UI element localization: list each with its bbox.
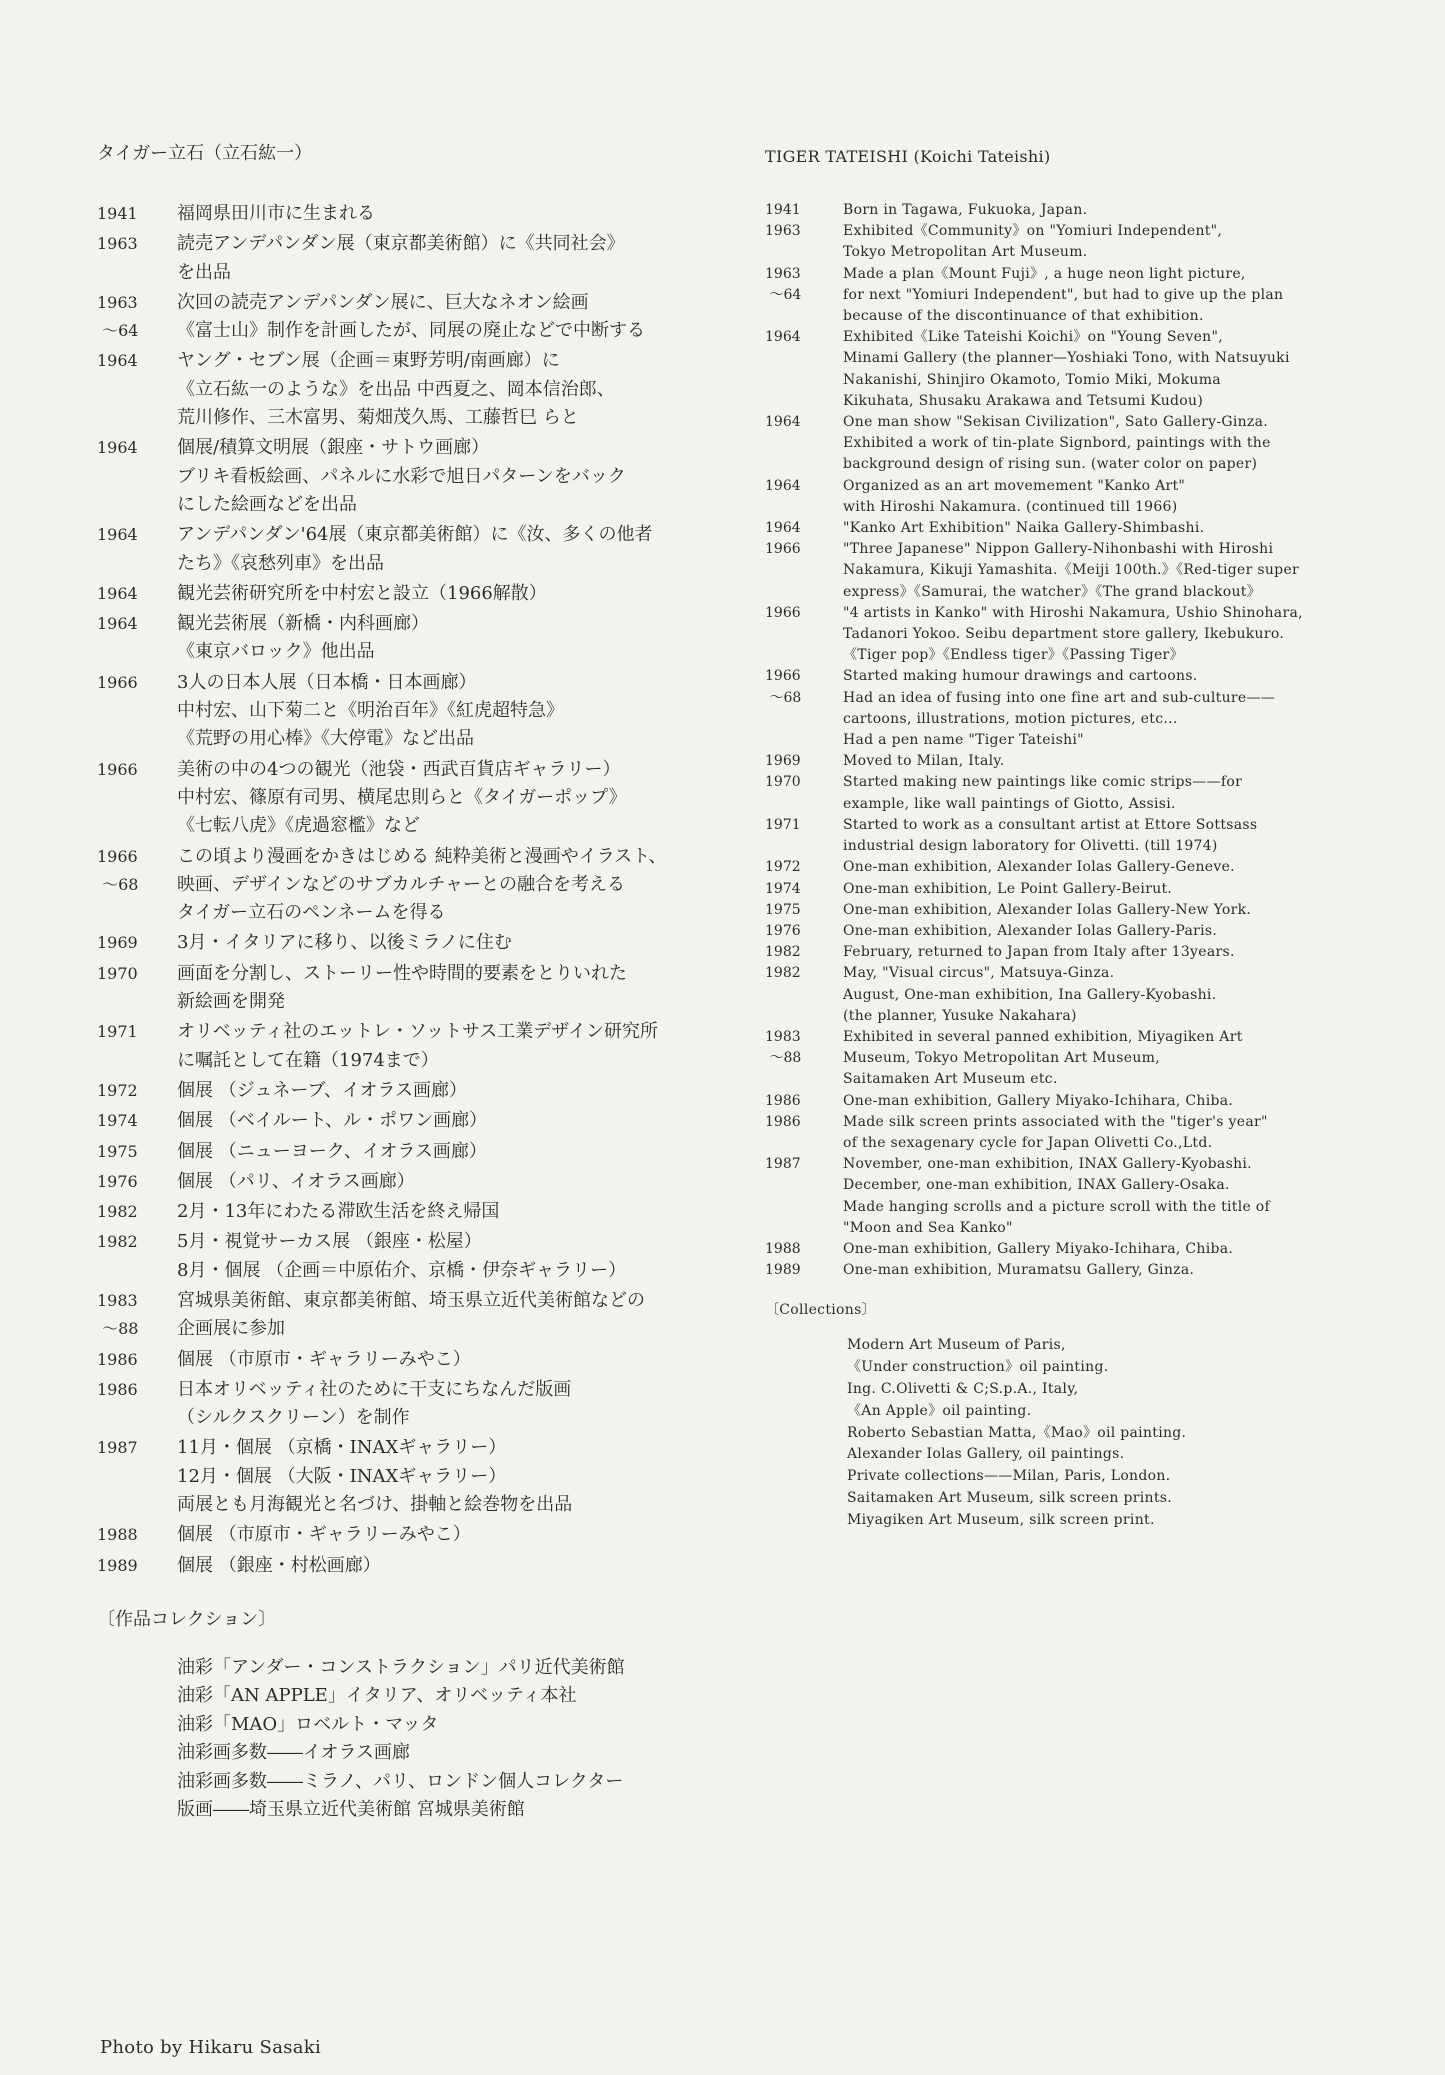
entry-line: 画面を分割し、ストーリー性や時間的要素をとりいれた (177, 962, 627, 984)
entry-year: 1971 (765, 816, 801, 833)
entry-text (177, 521, 653, 578)
entry-text (177, 1228, 626, 1285)
entry-text (177, 960, 627, 1017)
entry-line: Kikuhata, Shusaku Arakawa and Tetsumi Kudou) (843, 392, 1204, 409)
entry-line: 個展/積算文明展（銀座・サトウ画廊） (177, 437, 490, 459)
entry-text (843, 1027, 1243, 1091)
entry-year: 1966 (97, 759, 138, 779)
entry-text (177, 1138, 487, 1166)
entry-line: "Moon and Sea Kanko" (843, 1219, 1013, 1236)
entry-line: background design of rising sun. (water color on paper) (843, 456, 1258, 473)
entry-line: 企画展に参加 (177, 1318, 285, 1340)
timeline-entry (765, 412, 1395, 476)
entry-year: 1964 (97, 583, 138, 603)
entry-year: 1964 (97, 614, 138, 634)
entry-line: Organized as an art movemement "Kanko Art" (843, 477, 1186, 494)
entry-text (843, 1260, 1194, 1281)
entry-line: 個展 （ニューヨーク、イオラス画廊） (177, 1140, 487, 1162)
timeline-entry (765, 518, 1395, 539)
entry-line: Nakamura, Kikuji Yamashita.《Meiji 100th.》《Red-tiger super (843, 562, 1300, 579)
entry-line: にした絵画などを出品 (177, 493, 357, 515)
timeline-entry (97, 1552, 717, 1580)
entry-year: 1975 (765, 901, 801, 918)
entry-line: August, One-man exhibition, Ina Gallery-Kyobashi. (843, 986, 1217, 1003)
timeline-entry (765, 666, 1395, 751)
entry-line: アンデパンダン'64展（東京都美術館）に《汝、多くの他者 (177, 524, 653, 546)
entry-text (177, 1346, 471, 1374)
entry-line: を出品 (177, 261, 231, 283)
entry-line: 5月・視覚サーカス展 （銀座・松屋） (177, 1231, 482, 1253)
timeline-entry (97, 1018, 717, 1075)
entry-year: 1964 (97, 351, 138, 371)
entry-line: One-man exhibition, Gallery Miyako-Ichihara, Chiba. (843, 1240, 1234, 1257)
entry-line: One-man exhibition, Gallery Miyako-Ichihara, Chiba. (843, 1092, 1234, 1109)
entry-line: May, "Visual circus", Matsuya-Ginza. (843, 965, 1115, 982)
entry-year: 1963 (97, 234, 138, 254)
entry-text (843, 879, 1172, 900)
entry-line: "Three Japanese" Nippon Gallery-Nihonbashi with Hiroshi (843, 541, 1274, 558)
entry-line: Tadanori Yokoo. Seibu department store gallery, Ikebukuro. (843, 626, 1285, 643)
entry-line: 福岡県田川市に生まれる (177, 203, 375, 224)
entry-text (177, 1018, 658, 1075)
entry-line: 個展 （市原市・ギャラリーみやこ） (177, 1524, 471, 1546)
entry-year: 1964 (97, 438, 138, 458)
timeline-entry (765, 603, 1395, 667)
entry-text (843, 264, 1283, 328)
entry-line: One man show "Sekisan Civilization", Sato Gallery-Ginza. (843, 414, 1268, 431)
timeline-entry (765, 1091, 1395, 1112)
entry-text (177, 1552, 381, 1580)
entry-year: 1974 (765, 880, 801, 897)
timeline-entry (97, 843, 717, 928)
jp-timeline (97, 200, 717, 1580)
entry-text (843, 327, 1290, 412)
entry-year: 1983 ～88 (765, 1028, 802, 1067)
entry-year: 1988 (97, 1525, 138, 1545)
entry-line: Born in Tagawa, Fukuoka, Japan. (843, 202, 1088, 218)
entry-line: たち》《哀愁列車》を出品 (177, 552, 384, 574)
entry-line: of the sexagenary cycle for Japan Olivetti Co.,Ltd. (843, 1134, 1213, 1151)
entry-line: 観光芸術展（新橋・内科画廊） (177, 613, 429, 635)
collection-item: 版画――埼玉県立近代美術館 宮城県美術館 (177, 1799, 525, 1821)
entry-line: Made silk screen prints associated with the "tiger's year" (843, 1113, 1268, 1130)
collection-item: Miyagiken Art Museum, silk screen print. (847, 1511, 1155, 1528)
en-collections-title: 〔Collections〕 (765, 1302, 876, 1319)
entry-year: 1987 (765, 1156, 801, 1173)
photo-credit: Photo by Hikaru Sasaki (100, 2037, 322, 2058)
entry-year: 1974 (97, 1111, 138, 1131)
timeline-entry (97, 1346, 717, 1374)
entry-line: 《立石紘一のような》を出品 中西夏之、岡本信治郎、 (177, 378, 615, 400)
jp-collections-title: 〔作品コレクション〕 (97, 1608, 277, 1630)
entry-text (843, 476, 1185, 518)
timeline-entry (765, 900, 1395, 921)
entry-line: 12月・個展 （大阪・INAXギャラリー） (177, 1465, 507, 1487)
entry-year: 1982 (765, 965, 801, 982)
entry-text (177, 1521, 471, 1549)
timeline-entry (97, 230, 717, 287)
entry-line: 《富士山》制作を計画したが、同展の廃止などで中断する (177, 320, 645, 342)
entry-text (843, 221, 1222, 263)
entry-text (843, 815, 1257, 857)
entry-year: 1969 (97, 933, 138, 953)
timeline-entry (765, 539, 1395, 603)
entry-text (177, 1376, 571, 1433)
entry-line: 《七転八虎》《虎過窓檻》など (177, 815, 420, 837)
entry-line: One-man exhibition, Alexander Iolas Gallery-Paris. (843, 922, 1218, 939)
timeline-entry (765, 476, 1395, 518)
entry-year: 1982 (765, 944, 801, 961)
entry-text (843, 772, 1242, 814)
entry-year: 1986 (765, 1113, 801, 1130)
entry-line: ブリキ看板絵画、パネルに水彩で旭日パターンをバック (177, 465, 626, 487)
entry-line: One-man exhibition, Le Point Gallery-Beirut. (843, 880, 1173, 897)
entry-year: 1964 (765, 477, 801, 494)
entry-text (843, 1239, 1233, 1260)
entry-text (177, 669, 564, 754)
entry-line: 日本オリベッティ社のために干支にちなんだ版画 (177, 1378, 572, 1400)
entry-line: 11月・個展 （京橋・INAXギャラリー） (177, 1437, 507, 1459)
entry-line: Started making new paintings like comic strips——for (843, 774, 1243, 791)
timeline-entry (765, 264, 1395, 328)
timeline-entry (97, 756, 717, 841)
collection-item: 油彩「アンダー・コンストラクション」パリ近代美術館 (177, 1656, 625, 1678)
entry-line: because of the discontinuance of that exhibition. (843, 308, 1204, 325)
entry-text (177, 347, 615, 432)
entry-line: example, like wall paintings of Giotto, Assisi. (843, 795, 1176, 812)
timeline-entry (765, 921, 1395, 942)
entry-year: 1975 (97, 1141, 138, 1161)
entry-line: One-man exhibition, Alexander Iolas Gallery-New York. (843, 901, 1252, 918)
entry-text (843, 900, 1251, 921)
timeline-entry (97, 1287, 717, 1344)
entry-text (843, 1154, 1270, 1239)
entry-text (843, 751, 1005, 772)
collection-item: 油彩「AN APPLE」イタリア、オリベッティ本社 (177, 1685, 577, 1707)
entry-line: に嘱託として在籍（1974まで） (177, 1049, 439, 1071)
entry-line: Moved to Milan, Italy. (843, 753, 1005, 770)
entry-year: 1989 (97, 1555, 138, 1575)
entry-text (843, 857, 1235, 878)
entry-text (843, 518, 1204, 539)
entry-text (177, 1077, 467, 1105)
entry-line: Made hanging scrolls and a picture scroll with the title of (843, 1198, 1271, 1215)
entry-line: industrial design laboratory for Olivetti. (till 1974) (843, 838, 1218, 855)
timeline-entry (765, 1027, 1395, 1091)
timeline-entry (765, 857, 1395, 878)
entry-year: 1963 ～64 (97, 292, 139, 341)
timeline-entry (765, 963, 1395, 1027)
entry-line: "4 artists in Kanko" with Hiroshi Nakamura, Ushio Shinohara, (843, 604, 1303, 621)
entry-text (843, 539, 1299, 603)
japanese-biography (97, 142, 717, 1825)
timeline-entry (97, 347, 717, 432)
en-timeline (765, 200, 1395, 1281)
entry-text (843, 921, 1217, 942)
entry-line: Saitamaken Art Museum etc. (843, 1071, 1058, 1088)
entry-line: ヤング・セブン展（企画＝東野芳明/南画廊）に (177, 350, 560, 372)
entry-line: 中村宏、篠原有司男、横尾忠則らと《タイガーポップ》 (177, 786, 627, 808)
timeline-entry (97, 1521, 717, 1549)
entry-year: 1972 (765, 859, 801, 876)
timeline-entry (765, 751, 1395, 772)
collection-item: Alexander Iolas Gallery, oil paintings. (847, 1446, 1125, 1463)
timeline-entry (97, 521, 717, 578)
entry-year: 1982 (97, 1202, 138, 1222)
collection-item: 油彩「MAO」ロベルト・マッタ (177, 1713, 439, 1735)
entry-line: Started making humour drawings and cartoons. (843, 668, 1198, 685)
entry-line: 個展 （パリ、イオラス画廊） (177, 1170, 415, 1192)
timeline-entry (97, 1376, 717, 1433)
timeline-entry (97, 1077, 717, 1105)
timeline-entry (765, 1260, 1395, 1281)
entry-line: "Kanko Art Exhibition" Naika Gallery-Shimbashi. (843, 520, 1205, 537)
entry-line: 8月・個展 （企画＝中原佑介、京橋・伊奈ギャラリー） (177, 1259, 627, 1281)
entry-text (177, 1434, 572, 1519)
entry-line: 《東京バロック》他出品 (177, 641, 375, 663)
entry-year: 1987 (97, 1438, 138, 1458)
entry-year: 1976 (97, 1171, 138, 1191)
entry-text (177, 1198, 499, 1226)
entry-line: 個展 （市原市・ギャラリーみやこ） (177, 1348, 471, 1370)
timeline-entry (97, 610, 717, 667)
entry-year: 1972 (97, 1080, 138, 1100)
entry-line: Minami Gallery (the planner—Yoshiaki Tono, with Natsuyuki (843, 350, 1290, 367)
collection-item: Private collections——Milan, Paris, London. (847, 1468, 1171, 1485)
timeline-entry (97, 1198, 717, 1226)
entry-text (843, 1112, 1268, 1154)
entry-line: Had an idea of fusing into one fine art and sub-culture—— (843, 689, 1276, 706)
entry-year: 1986 (97, 1379, 138, 1399)
timeline-entry (765, 942, 1395, 963)
entry-text (843, 666, 1275, 751)
en-collections-list (765, 1335, 1395, 1531)
entry-year: 1964 (765, 414, 801, 431)
entry-text (177, 1168, 415, 1196)
entry-year: 1986 (97, 1349, 138, 1369)
entry-line: 中村宏、山下菊二と《明治百年》《紅虎超特急》 (177, 700, 564, 722)
entry-line: 個展 （銀座・村松画廊） (177, 1554, 381, 1576)
entry-year: 1970 (765, 774, 801, 791)
timeline-entry (765, 327, 1395, 412)
timeline-entry (97, 960, 717, 1017)
entry-line: オリベッティ社のエットレ・ソットサス工業デザイン研究所 (177, 1021, 658, 1043)
entry-year: 1976 (765, 922, 801, 939)
timeline-entry (765, 1154, 1395, 1239)
entry-line: Tokyo Metropolitan Art Museum. (843, 244, 1088, 261)
collection-item: Modern Art Museum of Paris, (847, 1337, 1066, 1354)
collection-item: Roberto Sebastian Matta,《Mao》oil painting. (847, 1424, 1187, 1441)
entry-line: 新絵画を開発 (177, 991, 285, 1013)
entry-line: November, one-man exhibition, INAX Gallery-Kyobashi. (843, 1156, 1252, 1173)
en-title: TIGER TATEISHI (Koichi Tateishi) (765, 147, 1051, 166)
entry-year: 1941 (97, 204, 138, 223)
entry-text (843, 963, 1216, 1027)
entry-line: この頃より漫画をかきはじめる 純粋美術と漫画やイラスト、 (177, 845, 667, 867)
entry-year: 1964 (97, 525, 138, 545)
timeline-entry (765, 221, 1395, 263)
timeline-entry (97, 1228, 717, 1285)
jp-collections-list (97, 1654, 717, 1825)
timeline-entry (97, 434, 717, 519)
entry-year: 1964 (765, 329, 801, 346)
entry-line: Exhibited《Like Tateishi Koichi》on "Young Seven", (843, 329, 1223, 346)
entry-line: December, one-man exhibition, INAX Gallery-Osaka. (843, 1177, 1230, 1194)
entry-line: （シルクスクリーン）を制作 (177, 1407, 410, 1429)
entry-line: 両展とも月海観光と名づけ、掛軸と絵巻物を出品 (177, 1494, 573, 1516)
entry-line: Museum, Tokyo Metropolitan Art Museum, (843, 1050, 1160, 1067)
entry-text (843, 412, 1271, 476)
entry-line: 読売アンデパンダン展（東京都美術館）に《共同社会》 (177, 233, 625, 255)
entry-year: 1969 (765, 753, 801, 770)
collection-item: 油彩画多数――ミラノ、パリ、ロンドン個人コレクター (177, 1770, 624, 1792)
entry-line: cartoons, illustrations, motion pictures, etc... (843, 710, 1178, 727)
timeline-entry (765, 1239, 1395, 1260)
entry-line: (the planner, Yusuke Nakahara) (843, 1007, 1077, 1024)
entry-line: Started to work as a consultant artist at Ettore Sottsass (843, 816, 1258, 833)
timeline-entry (97, 200, 717, 228)
entry-line: Exhibited a work of tin-plate Signbord, paintings with the (843, 435, 1271, 452)
entry-line: express》《Samurai, the watcher》《The grand blackout》 (843, 583, 1262, 600)
entry-line: Nakanishi, Shinjiro Okamoto, Tomio Miki, Mokuma (843, 371, 1221, 388)
jp-title: タイガー立石（立石紘一） (97, 143, 313, 164)
entry-text (843, 942, 1235, 963)
entry-line: 観光芸術研究所を中村宏と設立（1966解散） (177, 582, 547, 604)
timeline-entry (97, 1434, 717, 1519)
entry-text (843, 200, 1087, 221)
entry-line: Made a plan《Mount Fuji》, a huge neon light picture, (843, 265, 1246, 282)
entry-text (177, 434, 626, 519)
entry-line: 宮城県美術館、東京都美術館、埼玉県立近代美術館などの (177, 1289, 645, 1311)
entry-text (177, 289, 645, 346)
timeline-entry (97, 289, 717, 346)
entry-line: February, returned to Japan from Italy after 13years. (843, 944, 1235, 961)
entry-year: 1966 (765, 541, 801, 558)
timeline-entry (765, 200, 1395, 221)
entry-text (843, 603, 1303, 667)
entry-text (843, 1091, 1233, 1112)
entry-line: タイガー立石のペンネームを得る (177, 902, 446, 924)
entry-line: One-man exhibition, Alexander Iolas Gallery-Geneve. (843, 859, 1235, 876)
entry-year: 1966 ～68 (97, 846, 139, 894)
collection-item: 《Under construction》oil painting. (847, 1359, 1109, 1376)
entry-year: 1966 ～68 (765, 668, 802, 706)
timeline-entry (765, 815, 1395, 857)
entry-text (177, 230, 625, 287)
entry-year: 1966 (765, 604, 801, 621)
timeline-entry (765, 772, 1395, 814)
entry-line: 《Tiger pop》《Endless tiger》《Passing Tiger》 (843, 647, 1184, 664)
entry-text (177, 200, 375, 228)
entry-year: 1963 (765, 223, 801, 240)
entry-line: 次回の読売アンデパンダン展に、巨大なネオン絵画 (177, 291, 589, 313)
timeline-entry (97, 1168, 717, 1196)
entry-line: Had a pen name "Tiger Tateishi" (843, 732, 1084, 749)
entry-line: for next "Yomiuri Independent", but had to give up the plan (843, 286, 1284, 303)
entry-text (177, 610, 429, 667)
entry-line: 3人の日本人展（日本橋・日本画廊） (177, 671, 477, 693)
entry-year: 1963 ～64 (765, 265, 802, 303)
entry-line: Exhibited in several panned exhibition, Miyagiken Art (843, 1028, 1243, 1045)
entry-year: 1970 (97, 963, 138, 983)
entry-line: 荒川修作、三木富男、菊畑茂久馬、工藤哲巳 らと (177, 407, 579, 429)
timeline-entry (97, 1138, 717, 1166)
entry-line: 映画、デザインなどのサブカルチャーとの融合を考える (177, 873, 626, 895)
entry-year: 1982 (97, 1232, 138, 1252)
entry-line: Exhibited《Community》on "Yomiuri Independent", (843, 223, 1223, 240)
english-biography (765, 146, 1395, 1532)
entry-line: 個展 （ベイルート、ル・ポワン画廊） (177, 1110, 488, 1132)
timeline-entry (97, 669, 717, 754)
entry-year: 1966 (97, 672, 138, 692)
collection-item: Saitamaken Art Museum, silk screen prints. (847, 1489, 1172, 1506)
timeline-entry (97, 580, 717, 608)
entry-line: with Hiroshi Nakamura. (continued till 1966) (843, 498, 1178, 515)
entry-year: 1988 (765, 1240, 801, 1257)
entry-text (177, 929, 512, 957)
entry-line: One-man exhibition, Muramatsu Gallery, Ginza. (843, 1262, 1195, 1279)
timeline-entry (97, 929, 717, 957)
entry-year: 1941 (765, 202, 801, 218)
entry-year: 1983 ～88 (97, 1290, 139, 1339)
collection-item: 油彩画多数――イオラス画廊 (177, 1742, 410, 1764)
entry-year: 1971 (97, 1022, 138, 1042)
timeline-entry (765, 1112, 1395, 1154)
entry-text (177, 756, 627, 841)
entry-year: 1989 (765, 1262, 801, 1279)
entry-text (177, 580, 547, 608)
entry-text (177, 1107, 487, 1135)
collection-item: Ing. C.Olivetti & C;S.p.A., Italy, (847, 1380, 1079, 1397)
entry-year: 1964 (765, 520, 801, 537)
entry-text (177, 1287, 645, 1344)
entry-line: 美術の中の4つの観光（池袋・西武百貨店ギャラリー） (177, 758, 621, 780)
timeline-entry (765, 879, 1395, 900)
entry-line: 《荒野の用心棒》《大停電》など出品 (177, 728, 474, 750)
entry-text (177, 843, 667, 928)
entry-line: 2月・13年にわたる滞欧生活を終え帰国 (177, 1201, 500, 1223)
entry-line: 個展 （ジュネーブ、イオラス画廊） (177, 1079, 467, 1101)
timeline-entry (97, 1107, 717, 1135)
entry-year: 1986 (765, 1092, 801, 1109)
collection-item: 《An Apple》oil painting. (847, 1402, 1032, 1419)
entry-line: 3月・イタリアに移り、以後ミラノに住む (177, 932, 512, 954)
